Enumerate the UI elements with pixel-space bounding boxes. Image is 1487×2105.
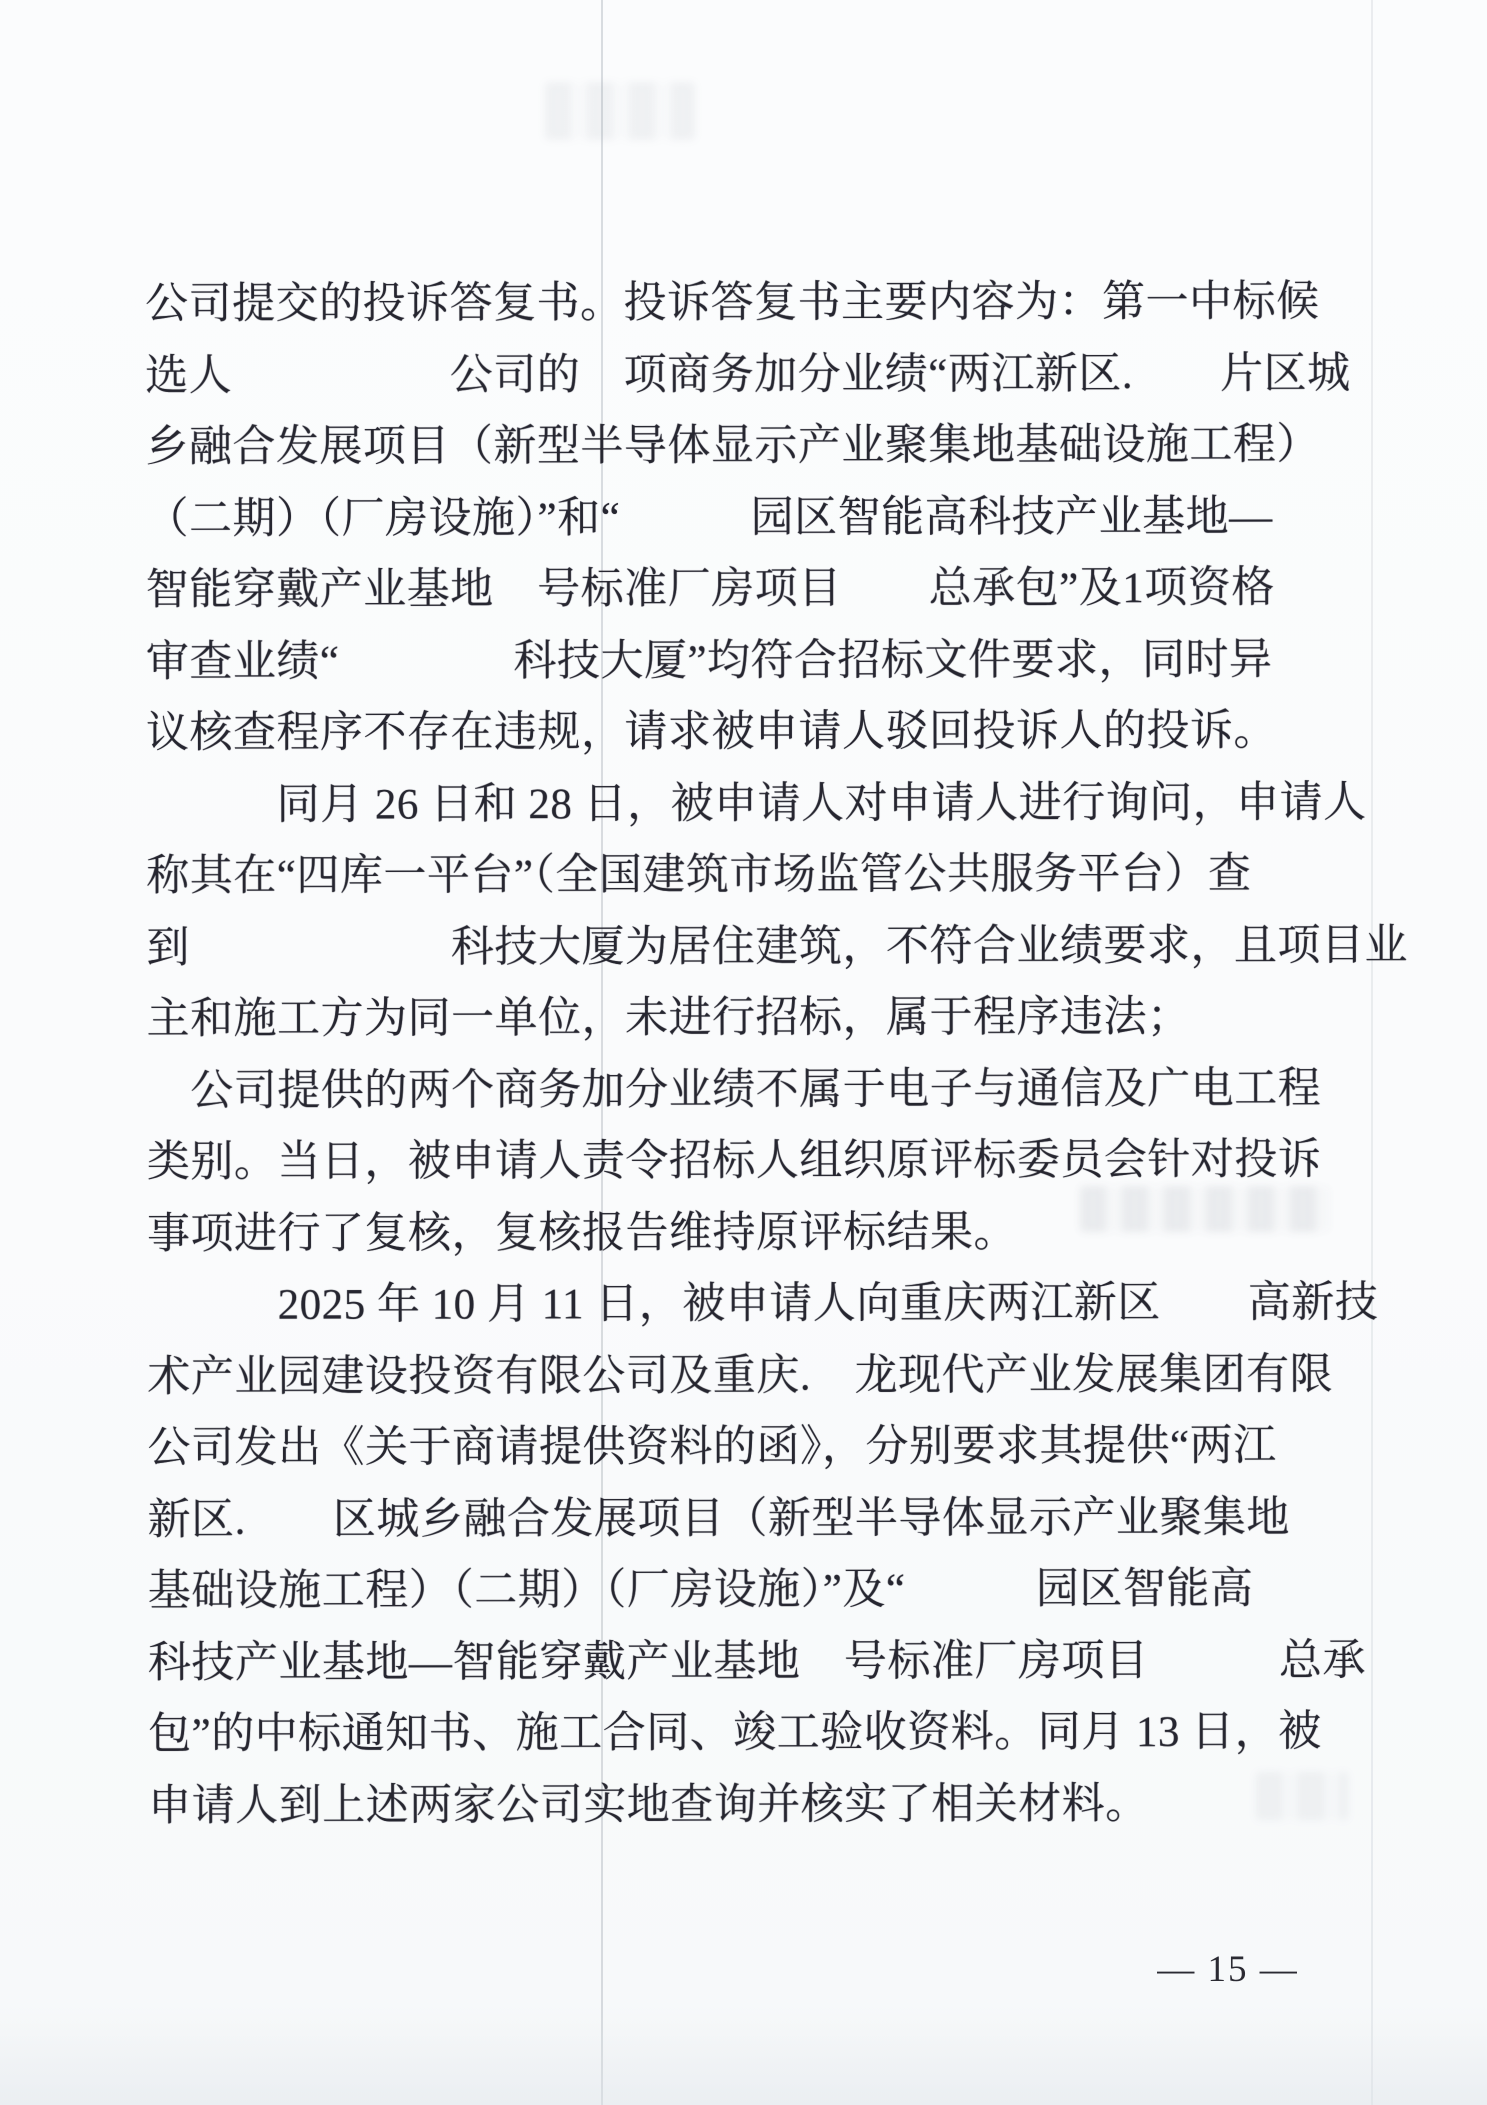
document-text-block [145,266,1408,1842]
page-number: — 15 — [1157,1949,1299,1990]
doc-line-20: 科技产业基地—智能穿戴产业基地 号标准厂房项目 总承 [147,1636,1366,1687]
doc-line-3: 乡融合发展项目（新型半导体显示产业聚集地基础设施工程） [145,421,1320,471]
doc-line-16: 术产业园建设投资有限公司及重庆. 龙现代产业发展集团有限 [147,1351,1334,1401]
doc-line-13: 类别。当日，被申请人责令招标人组织原评标委员会针对投诉 [146,1136,1322,1186]
scan-shading-band [0,2005,1487,2105]
doc-line-6: 审查业绩“ 科技大厦”均符合招标文件要求，同时异 [145,636,1273,686]
doc-line-10: 到 科技大厦为居住建筑，不符合业绩要求，且项目业 [146,921,1408,972]
doc-line-8: 同月 26 日和 28 日，被申请人对申请人进行询问，申请人 [146,778,1367,829]
doc-line-15: 2025 年 10 月 11 日，被申请人向重庆两江新区 高新技 [147,1279,1379,1329]
doc-line-11: 主和施工方为同一单位，未进行招标，属于程序违法； [146,993,1191,1043]
doc-line-4: （二期）（厂房设施）”和“ 园区智能高科技产业基地— [145,493,1273,543]
doc-line-18: 新区. 区城乡融合发展项目（新型半导体显示产业聚集地 [147,1494,1290,1544]
doc-line-12: 公司提供的两个商务加分业绩不属于电子与通信及广电工程 [146,1065,1322,1115]
doc-line-22: 申请人到上述两家公司实地查询并核实了相关材料。 [148,1780,1149,1830]
doc-line-1: 公司提交的投诉答复书。投诉答复书主要内容为：第一中标候 [145,278,1320,328]
doc-line-21: 包”的中标通知书、施工合同、竣工验收资料。同月 13 日，被 [148,1708,1322,1758]
doc-line-5: 智能穿戴产业基地 号标准厂房项目 总承包”及1项资格 [145,564,1275,614]
doc-line-7: 议核查程序不存在违规，请求被申请人驳回投诉人的投诉。 [145,707,1278,757]
doc-line-2: 选人 公司的 项商务加分业绩“两江新区. 片区城 [145,349,1351,400]
doc-line-14: 事项进行了复核，复核报告维持原评标结果。 [146,1208,1018,1258]
bleedthrough-artifact-top [545,82,695,140]
doc-line-19: 基础设施工程）（二期）（厂房设施）”及“ 园区智能高 [147,1565,1254,1615]
doc-line-9: 称其在“四库一平台”（全国建筑市场监管公共服务平台）查 [146,850,1252,900]
doc-line-17: 公司发出《关于商请提供资料的函》，分别要求其提供“两江 [147,1422,1277,1472]
